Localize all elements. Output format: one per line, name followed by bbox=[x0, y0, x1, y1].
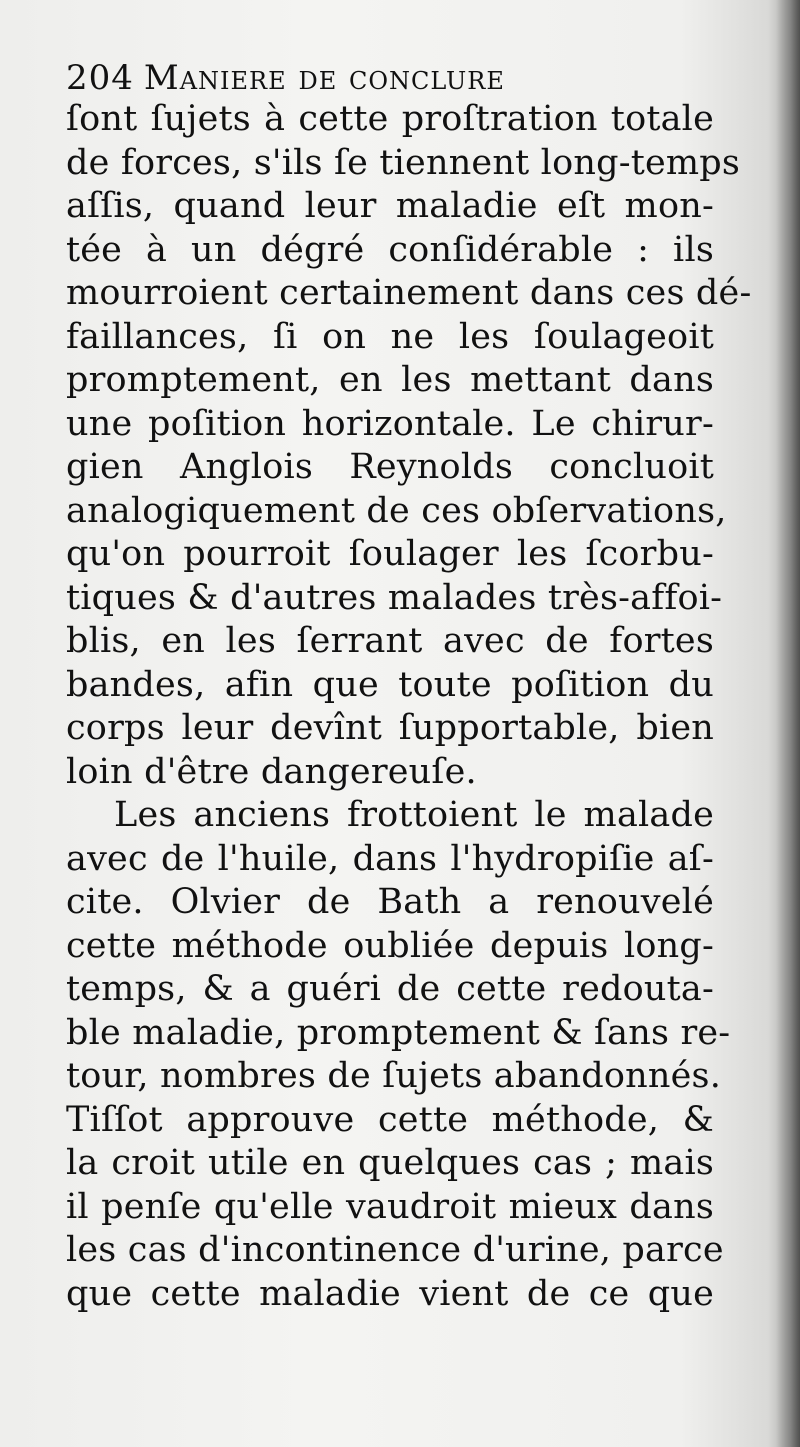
text-line: il penſe qu'elle vaudroit mieux dans bbox=[66, 1186, 714, 1227]
text-block bbox=[66, 58, 752, 1316]
text-line: cite. Olvier de Bath a renouvelé bbox=[66, 882, 714, 922]
page-number: 204 bbox=[66, 58, 134, 98]
text-line: une poſition horizontale. Le chirur- bbox=[66, 403, 714, 444]
text-line: que cette maladie vient de ce que bbox=[66, 1273, 714, 1314]
paragraph-start-line: Les anciens frottoient le malade bbox=[114, 795, 714, 835]
text-line: ble maladie, promptement & ſans re- bbox=[66, 1012, 731, 1053]
text-line: cette méthode oubliée depuis long- bbox=[66, 925, 714, 966]
text-line: Tiſſot approuve cette méthode, & bbox=[66, 1099, 714, 1140]
text-line: tiques & d'autres malades très-affoi- bbox=[66, 577, 723, 618]
text-line: qu'on pourroit ſoulager les ſcorbu- bbox=[66, 534, 714, 574]
running-title: Maniere de conclure bbox=[143, 58, 505, 98]
text-line: de forces, s'ils ſe tiennent long-temps bbox=[66, 142, 741, 183]
text-line: mourroient certainement dans ces dé- bbox=[66, 273, 752, 313]
text-line: tour, nombres de ſujets abandonnés. bbox=[66, 1056, 722, 1096]
text-line: la croit utile en quelques cas ; mais bbox=[66, 1143, 714, 1183]
text-line: corps leur devînt ſupportable, bien bbox=[66, 708, 714, 748]
page-gutter-shadow bbox=[776, 0, 800, 1447]
text-line: aſſis, quand leur maladie eſt mon- bbox=[66, 186, 714, 226]
text-line: loin d'être dangereuſe. bbox=[66, 751, 477, 792]
running-header bbox=[66, 58, 714, 98]
text-line: bandes, afin que toute poſition du bbox=[66, 664, 714, 705]
text-line: ſont ſujets à cette proſtration totale bbox=[66, 99, 714, 139]
text-line: blis, en les ſerrant avec de fortes bbox=[66, 621, 714, 661]
text-line: les cas d'incontinence d'urine, parce bbox=[66, 1230, 724, 1270]
text-line: gien Anglois Reynolds concluoit bbox=[66, 447, 714, 487]
text-line: promptement, en les mettant dans bbox=[66, 360, 714, 400]
text-line: avec de l'huile, dans l'hydropiſie aſ- bbox=[66, 838, 714, 879]
text-line: tée à un dégré conſidérable : ils bbox=[66, 229, 714, 270]
text-line: temps, & a guéri de cette redouta- bbox=[66, 969, 714, 1009]
text-line: analogiquement de ces obſervations, bbox=[66, 490, 727, 531]
text-line: faillances, ſi on ne les ſoulageoit bbox=[66, 316, 714, 357]
